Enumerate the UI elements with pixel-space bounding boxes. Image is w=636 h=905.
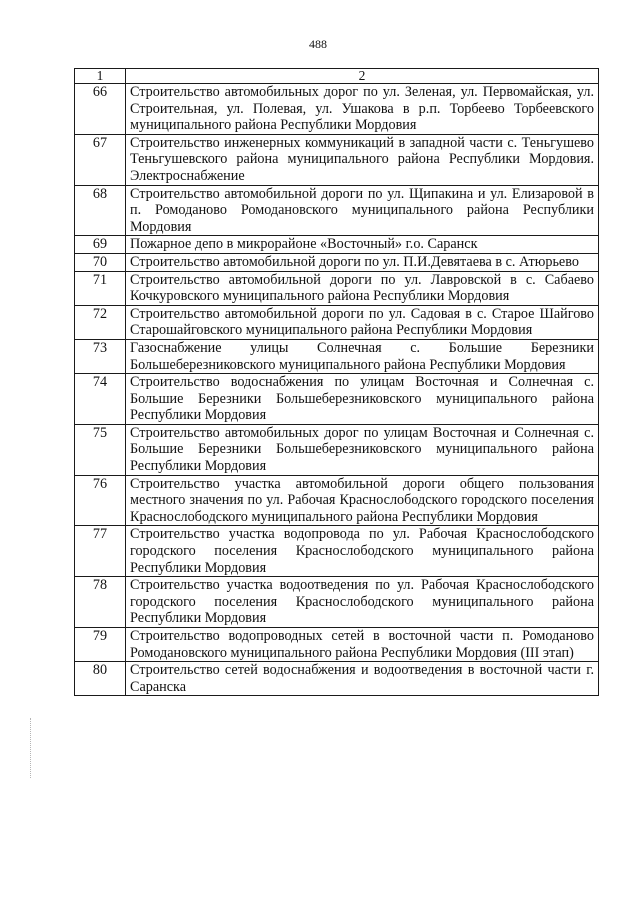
table-row xyxy=(75,84,599,135)
objects-table xyxy=(74,68,599,696)
row-object-name: Строительство сетей водоснабжения и водоотведения в восточной части г. Саранска xyxy=(126,662,599,696)
row-object-name: Строительство участка водоотведения по ул. Рабочая Краснослободского городского поселения Краснослободского муниципального района Республики Мордовия xyxy=(126,577,599,628)
row-object-name: Строительство водопроводных сетей в восточной части п. Ромоданово Ромодановского муниципального района Республики Мордовия (III этап) xyxy=(126,628,599,662)
table-row xyxy=(75,134,599,185)
column-header-name: 2 xyxy=(126,69,599,84)
row-object-name: Строительство участка водопровода по ул. Рабочая Краснослободского городского поселения Краснослободского муниципального района Республики Мордовия xyxy=(126,526,599,577)
page-number: 488 xyxy=(309,37,327,51)
table-row xyxy=(75,526,599,577)
table-header-row xyxy=(75,69,599,84)
table-body xyxy=(75,69,599,696)
row-number: 70 xyxy=(75,253,126,271)
row-number: 68 xyxy=(75,185,126,236)
table-row xyxy=(75,271,599,305)
table-row xyxy=(75,662,599,696)
row-object-name: Строительство автомобильных дорог по улицам Восточная и Солнечная с. Большие Березники Большеберезниковского муниципального района Республики Мордовия xyxy=(126,424,599,475)
row-number: 80 xyxy=(75,662,126,696)
table-row xyxy=(75,185,599,236)
row-number: 78 xyxy=(75,577,126,628)
row-object-name: Строительство инженерных коммуникаций в западной части с. Теньгушево Теньгушевского района муниципального района Республики Мордовия. Электроснабжение xyxy=(126,134,599,185)
row-object-name: Строительство водоснабжения по улицам Восточная и Солнечная с. Большие Березники Большеберезниковского муниципального района Республики Мордовия xyxy=(126,374,599,425)
table-row xyxy=(75,628,599,662)
row-number: 79 xyxy=(75,628,126,662)
row-number: 75 xyxy=(75,424,126,475)
row-number: 71 xyxy=(75,271,126,305)
row-number: 77 xyxy=(75,526,126,577)
table-row xyxy=(75,577,599,628)
row-number: 72 xyxy=(75,305,126,339)
row-object-name: Строительство автомобильной дороги по ул. Щипакина и ул. Елизаровой в п. Ромоданово Ромодановского муниципального района Республики Мордовия xyxy=(126,185,599,236)
table-row xyxy=(75,236,599,254)
table-row xyxy=(75,305,599,339)
table-row xyxy=(75,339,599,373)
row-number: 74 xyxy=(75,374,126,425)
table-row xyxy=(75,475,599,526)
row-number: 73 xyxy=(75,339,126,373)
row-object-name: Строительство автомобильной дороги по ул. Садовая в с. Старое Шайгово Старошайговского муниципального района Республики Мордовия xyxy=(126,305,599,339)
row-number: 69 xyxy=(75,236,126,254)
column-header-number: 1 xyxy=(75,69,126,84)
row-object-name: Строительство автомобильной дороги по ул. Лавровской в с. Сабаево Кочкуровского муниципального района Республики Мордовия xyxy=(126,271,599,305)
row-object-name: Строительство автомобильных дорог по ул. Зеленая, ул. Первомайская, ул. Строительная, ул. Полевая, ул. Ушакова в р.п. Торбеево Торбеевского муниципального района Республики Мордовия xyxy=(126,84,599,135)
row-number: 67 xyxy=(75,134,126,185)
row-number: 76 xyxy=(75,475,126,526)
row-object-name: Пожарное депо в микрорайоне «Восточный» г.о. Саранск xyxy=(126,236,599,254)
row-object-name: Строительство участка автомобильной дороги общего пользования местного значения по ул. Рабочая Краснослободского городского поселения Краснослободского муниципального района Республики Мордовия xyxy=(126,475,599,526)
row-object-name: Строительство автомобильной дороги по ул. П.И.Девятаева в с. Атюрьево xyxy=(126,253,599,271)
margin-scan-artifact xyxy=(30,718,33,778)
table-row xyxy=(75,424,599,475)
row-object-name: Газоснабжение улицы Солнечная с. Большие Березники Большеберезниковского муниципального района Республики Мордовия xyxy=(126,339,599,373)
table-row xyxy=(75,374,599,425)
row-number: 66 xyxy=(75,84,126,135)
table-row xyxy=(75,253,599,271)
